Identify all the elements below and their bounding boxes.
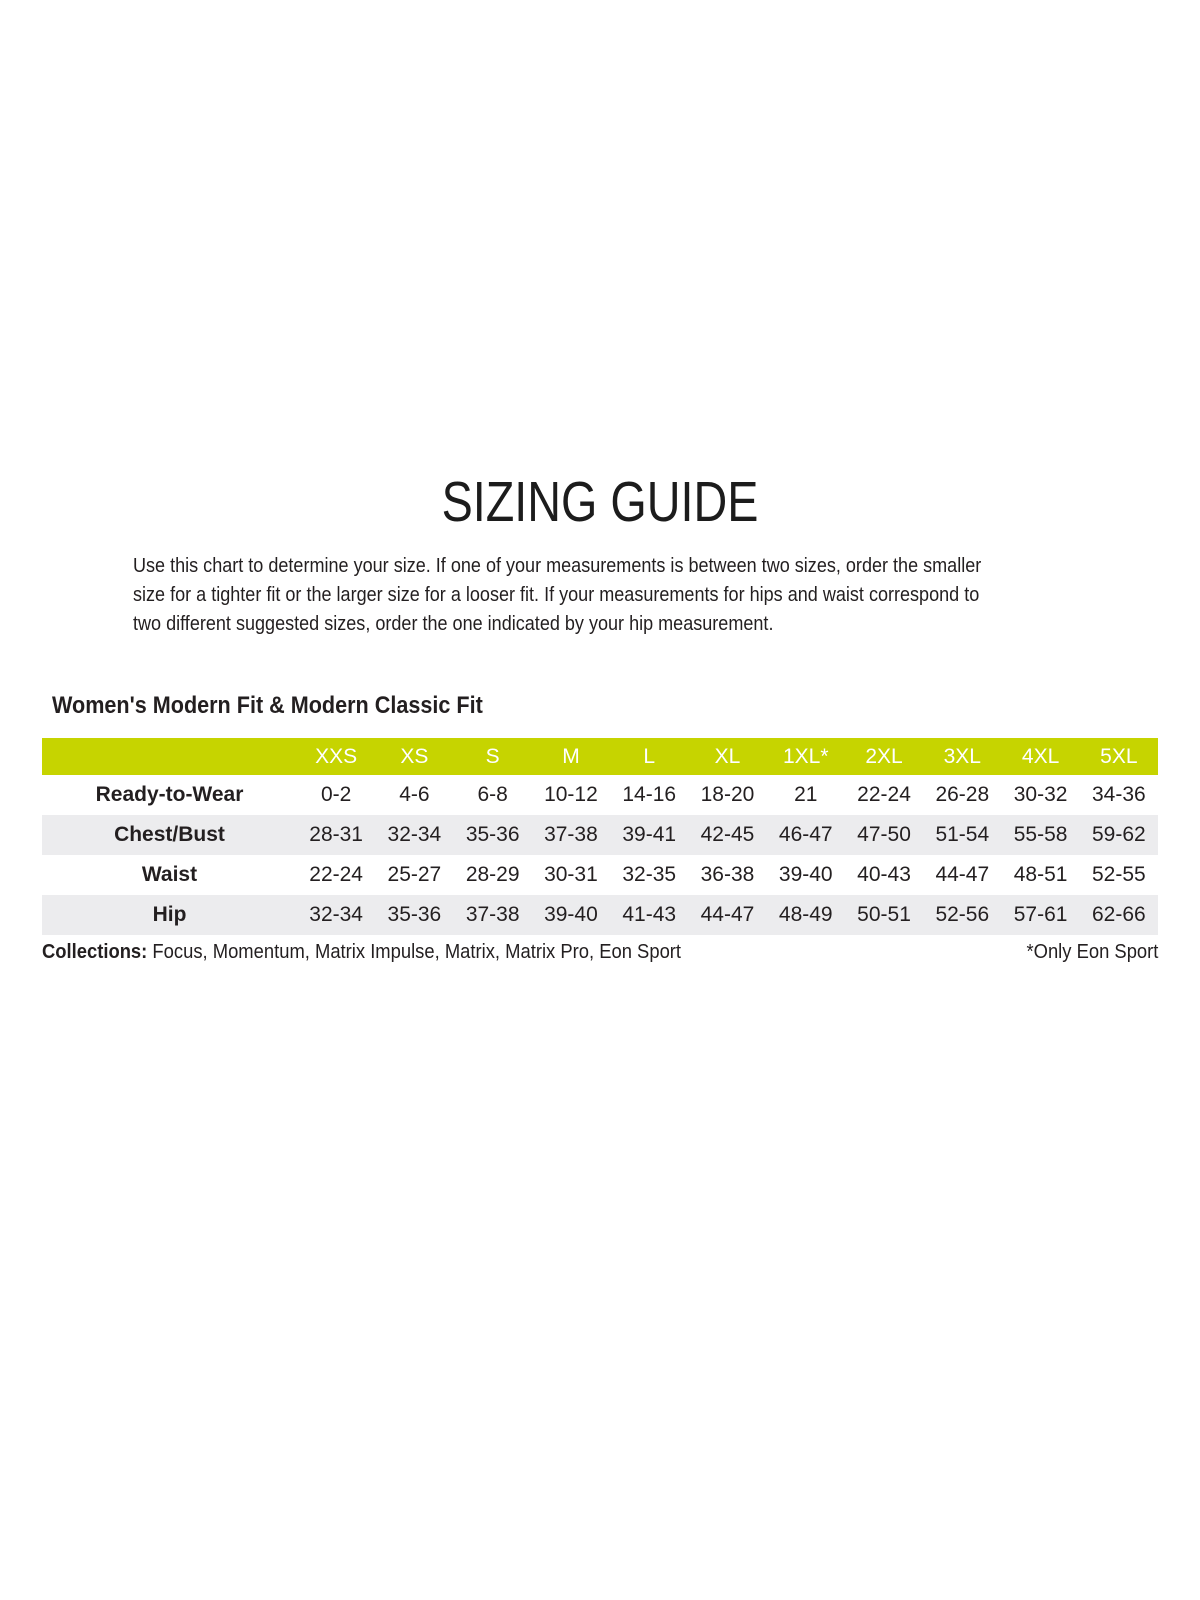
size-cell: 37-38 <box>465 903 520 926</box>
size-column-header: 5XL <box>1100 744 1138 768</box>
size-cell: 57-61 <box>1013 903 1068 926</box>
intro-line: Use this chart to determine your size. If one of your measurements is between two sizes, order the smaller <box>133 554 982 577</box>
size-table <box>42 738 1158 935</box>
size-cell: 39-40 <box>778 863 833 886</box>
size-column-header: XS <box>400 744 429 768</box>
collections-label: Collections: <box>42 941 148 963</box>
size-cell: 22-24 <box>309 863 363 886</box>
size-cell: 55-58 <box>1013 823 1068 846</box>
size-cell: 0-2 <box>320 783 352 806</box>
size-cell: 40-43 <box>857 863 911 886</box>
intro-paragraph <box>133 551 981 638</box>
row-label: Chest/Bust <box>114 823 225 846</box>
size-cell: 52-55 <box>1092 863 1146 886</box>
size-cell: 62-66 <box>1092 903 1146 926</box>
size-cell: 52-56 <box>935 903 990 926</box>
size-column-header: 3XL <box>943 744 981 768</box>
size-cell: 44-47 <box>700 903 755 926</box>
size-cell: 32-35 <box>622 863 677 886</box>
size-cell: 4-6 <box>399 783 430 806</box>
size-cell: 32-34 <box>309 903 363 926</box>
size-cell: 32-34 <box>387 823 442 846</box>
collections-text <box>42 939 681 965</box>
collections-list: Focus, Momentum, Matrix Impulse, Matrix, Matrix Pro, Eon Sport <box>147 941 682 963</box>
size-cell: 48-51 <box>1013 863 1068 886</box>
header-corner-cell <box>42 738 297 775</box>
size-cell: 35-36 <box>465 823 520 846</box>
size-cell: 14-16 <box>622 783 677 806</box>
size-cell: 10-12 <box>544 783 598 806</box>
size-column-header: M <box>562 744 580 768</box>
size-cell: 36-38 <box>700 863 755 886</box>
size-cell: 25-27 <box>387 863 442 886</box>
size-cell: 47-50 <box>857 823 911 846</box>
row-label: Hip <box>152 903 187 926</box>
size-cell: 34-36 <box>1092 783 1146 806</box>
intro-line: two different suggested sizes, order the one indicated by your hip measurement. <box>133 612 774 635</box>
size-cell: 44-47 <box>935 863 990 886</box>
size-cell: 41-43 <box>622 903 677 926</box>
size-column-header: 2XL <box>865 744 903 768</box>
size-cell: 28-31 <box>309 823 363 846</box>
table-row <box>42 775 1158 815</box>
size-column-header: 4XL <box>1021 744 1060 768</box>
row-label: Ready-to-Wear <box>95 783 244 806</box>
size-cell: 50-51 <box>857 903 911 926</box>
size-cell: 35-36 <box>387 903 442 926</box>
asterisk-note: *Only Eon Sport <box>1026 941 1158 963</box>
size-cell: 39-40 <box>544 903 598 926</box>
page-title: SIZING GUIDE <box>441 470 759 534</box>
size-cell: 51-54 <box>935 823 990 846</box>
table-row <box>42 895 1158 935</box>
size-cell: 21 <box>794 783 818 806</box>
size-column-header: L <box>643 744 656 768</box>
size-cell: 18-20 <box>700 783 755 806</box>
collections-footer <box>42 939 1158 965</box>
table-row <box>42 855 1158 895</box>
size-cell: 39-41 <box>622 823 677 846</box>
size-column-header: XL <box>714 744 741 768</box>
size-column-header: 1XL* <box>782 744 829 768</box>
size-cell: 22-24 <box>857 783 911 806</box>
size-table-header <box>42 738 1158 775</box>
size-cell: 26-28 <box>935 783 990 806</box>
size-cell: 42-45 <box>700 823 755 846</box>
size-cell: 59-62 <box>1092 823 1146 846</box>
size-cell: 46-47 <box>778 823 833 846</box>
size-cell: 37-38 <box>544 823 598 846</box>
size-cell: 30-32 <box>1013 783 1068 806</box>
size-cell: 48-49 <box>778 903 833 926</box>
size-cell: 6-8 <box>477 783 508 806</box>
size-column-header: S <box>485 744 500 768</box>
size-column-header: XXS <box>315 744 358 768</box>
size-cell: 28-29 <box>465 863 520 886</box>
table-row <box>42 815 1158 855</box>
section-heading: Women's Modern Fit & Modern Classic Fit <box>52 692 483 719</box>
row-label: Waist <box>141 863 198 886</box>
intro-line: size for a tighter fit or the larger size for a looser fit. If your measurements for hips and waist correspond to <box>133 583 980 606</box>
size-cell: 30-31 <box>544 863 598 886</box>
